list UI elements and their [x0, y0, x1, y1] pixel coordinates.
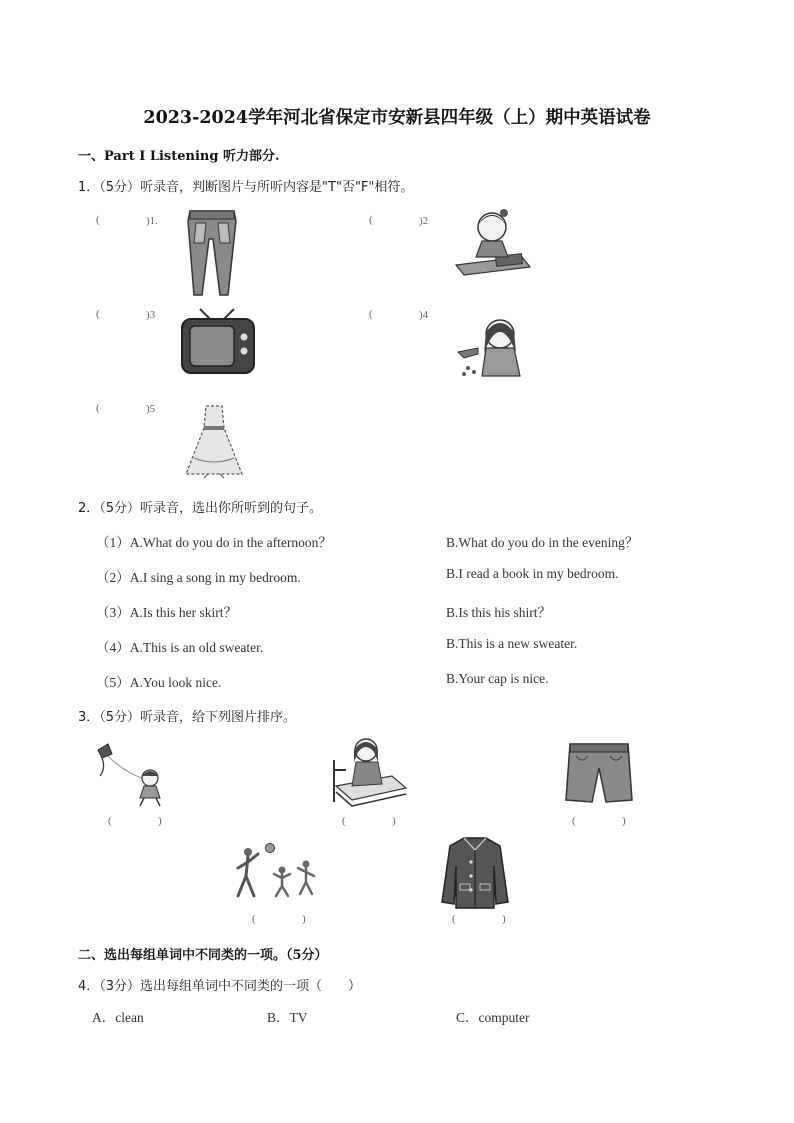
question-2-label: 2．（5分）听录音，选出你所听到的句子。 — [78, 501, 323, 516]
item-number: )4 — [419, 309, 429, 321]
answer-paren: ) — [392, 815, 396, 827]
page-title: 2023-2024学年河北省保定市安新县四年级（上）期中英语试卷 — [143, 108, 651, 128]
answer-paren: ( — [572, 815, 576, 827]
coat-icon — [440, 836, 510, 912]
trousers-icon — [182, 207, 242, 299]
answer-paren: ) — [302, 913, 306, 925]
answer-paren: ) — [502, 913, 506, 925]
option-c: C．computer — [456, 1010, 530, 1025]
answer-paren: ( — [452, 913, 456, 925]
option-a: （5）A.You look nice. — [96, 675, 222, 690]
answer-paren: ) — [158, 815, 162, 827]
question-3-label: 3．（5分）听录音，给下列图片排序。 — [78, 710, 297, 725]
answer-paren: ( — [96, 402, 100, 414]
option-b: B.Is this his shirt？ — [446, 605, 552, 620]
option-b: B.I read a book in my bedroom. — [446, 566, 619, 581]
dress-icon — [184, 402, 244, 482]
option-a: （4）A.This is an old sweater. — [96, 640, 264, 655]
answer-paren: ( — [369, 308, 373, 320]
item-number: )2 — [419, 215, 429, 227]
question-4-label: 4．（3分）选出每组单词中不同类的一项（ ） — [78, 979, 362, 994]
question-1-label: 1．（5分）听录音，判断图片与所听内容是"T"否"F"相符。 — [78, 180, 414, 195]
answer-paren: ( — [252, 913, 256, 925]
option-a: （3）A.Is this her skirt？ — [96, 605, 237, 620]
answer-paren: ) — [622, 815, 626, 827]
option-b: B．TV — [267, 1010, 308, 1025]
option-a: A．clean — [92, 1010, 144, 1025]
answer-paren: ( — [342, 815, 346, 827]
tv-icon — [180, 307, 256, 377]
girl-in-bed-icon — [332, 736, 408, 810]
option-b: B.This is a new sweater. — [446, 636, 578, 651]
option-a: （2）A.I sing a song in my bedroom. — [96, 570, 301, 585]
shorts-icon — [564, 742, 634, 804]
section-heading-listening: 一、Part I Listening 听力部分. — [78, 149, 280, 164]
answer-paren: ( — [369, 214, 373, 226]
item-number: )1. — [146, 215, 158, 227]
answer-paren: ( — [108, 815, 112, 827]
option-b: B.Your cap is nice. — [446, 671, 549, 686]
item-number: )3 — [146, 309, 156, 321]
girl-washing-face-icon — [456, 312, 526, 380]
girl-drawing-icon — [452, 205, 532, 277]
answer-paren: ( — [96, 308, 100, 320]
answer-paren: ( — [96, 214, 100, 226]
option-a: （1）A.What do you do in the afternoon？ — [96, 535, 332, 550]
section-heading-vocabulary: 二、选出每组单词中不同类的一项。（5分） — [78, 948, 328, 963]
girl-flying-kite-icon — [94, 742, 174, 808]
item-number: )5 — [146, 403, 156, 415]
option-b: B.What do you do in the evening？ — [446, 535, 639, 550]
family-playing-ball-icon — [234, 842, 320, 900]
